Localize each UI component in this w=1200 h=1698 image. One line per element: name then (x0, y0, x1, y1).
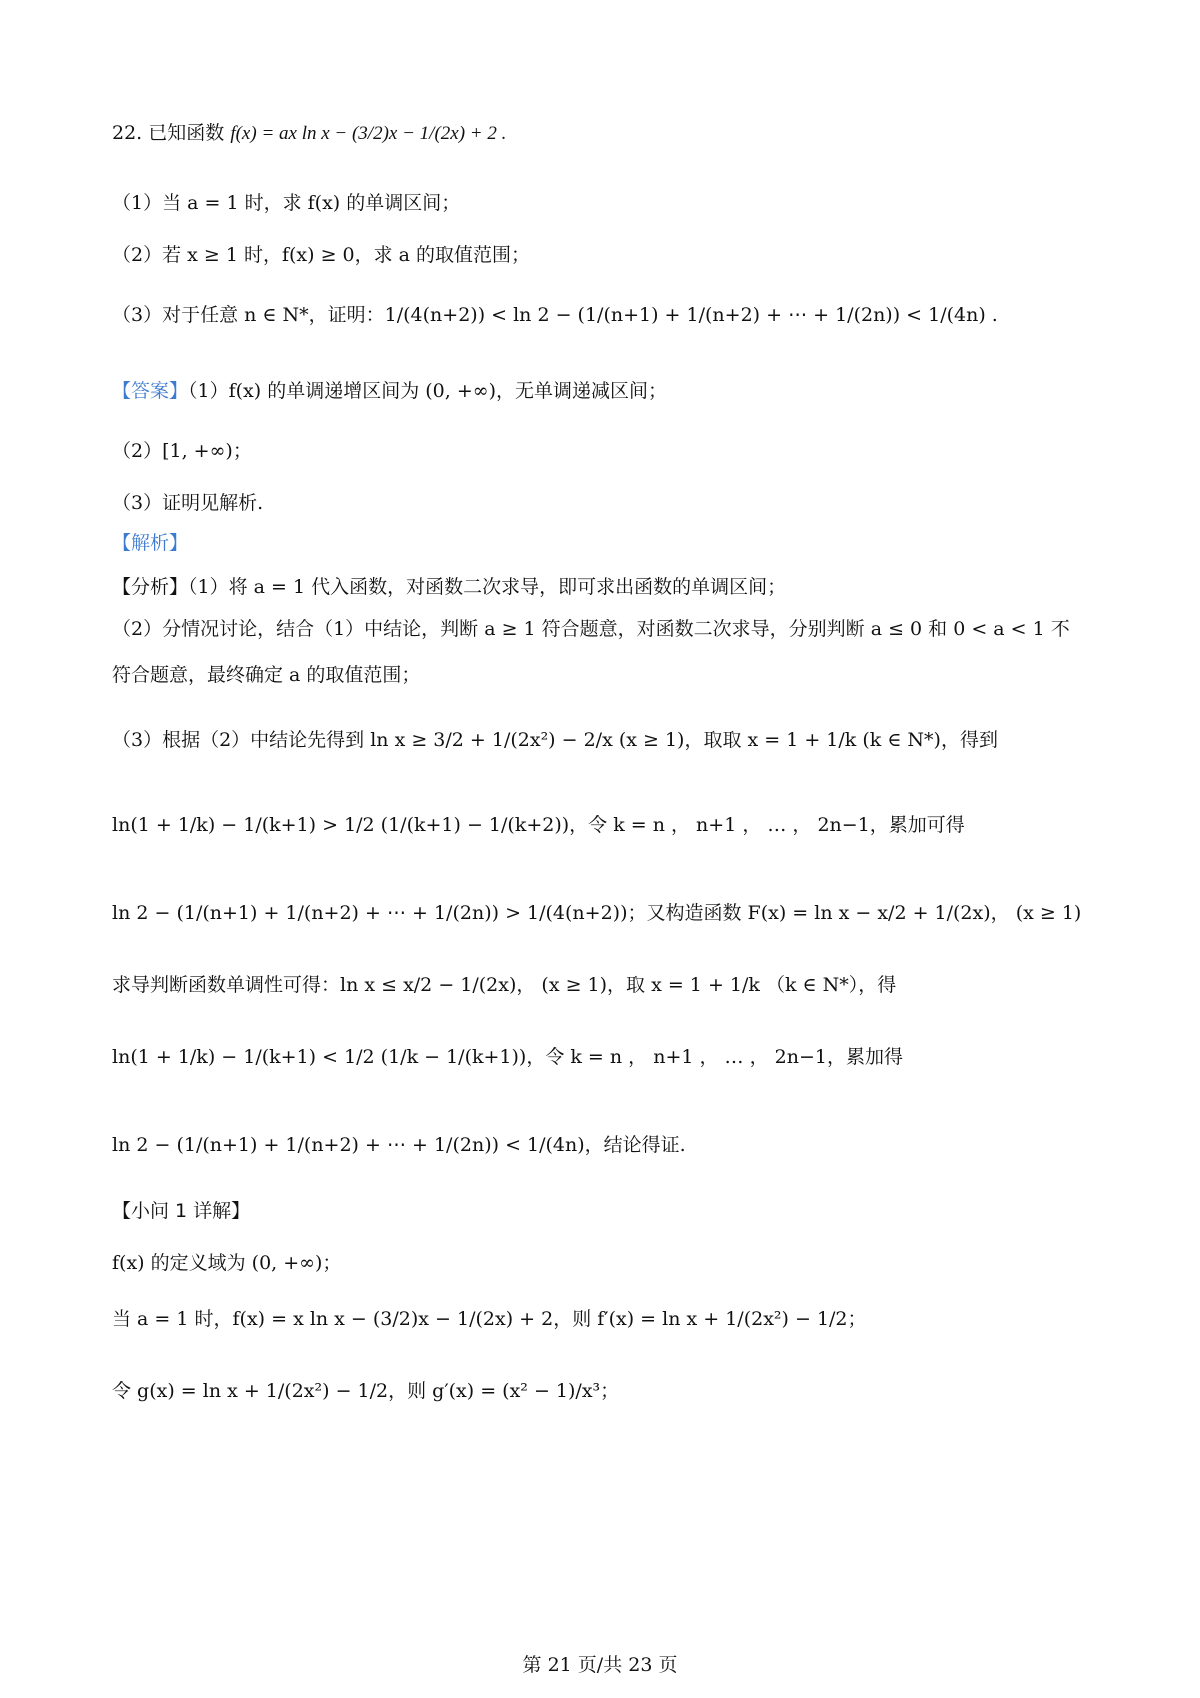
problem-intro: 已知函数 (148, 122, 225, 144)
question-2: （2）若 x ≥ 1 时，f(x) ≥ 0，求 a 的取值范围； (112, 244, 531, 266)
problem-number: 22. (112, 122, 143, 144)
analysis-label: 【解析】 (112, 532, 189, 554)
analysis-p5: ln 2 − (1/(n+1) + 1/(n+2) + ⋯ + 1/(2n)) > 1/(4(n+2))；又构造函数 F(x) = ln x − x/2 + 1/(2x)， (x ≥ 1) (112, 902, 1082, 924)
analysis-p1 (112, 572, 1110, 602)
answer-label: 【答案】 (112, 380, 189, 402)
fenxi-label: 【分析】 (112, 576, 189, 598)
detail-d3: 令 g(x) = ln x + 1/(2x²) − 1/2，则 g′(x) = (x² − 1)/x³； (112, 1380, 620, 1402)
analysis-p1-text: （1）将 a = 1 代入函数，对函数二次求导，即可求出函数的单调区间； (188, 576, 787, 598)
analysis-p3: （3）根据（2）中结论先得到 ln x ≥ 3/2 + 1/(2x²) − 2/x (x ≥ 1)，取取 x = 1 + 1/k (k ∈ N*)，得到 (112, 729, 998, 751)
answer-1 (112, 376, 1110, 406)
analysis-p7: ln(1 + 1/k) − 1/(k+1) < 1/2 (1/k − 1/(k+1))，令 k = n ， n+1 ， … ， 2n−1，累加得 (112, 1046, 903, 1068)
analysis-p4: ln(1 + 1/k) − 1/(k+1) > 1/2 (1/(k+1) − 1/(k+2))，令 k = n ， n+1 ， … ， 2n−1，累加可得 (112, 814, 965, 836)
detail-d2: 当 a = 1 时，f(x) = x ln x − (3/2)x − 1/(2x) + 2，则 f′(x) = ln x + 1/(2x²) − 1/2； (112, 1308, 867, 1330)
question-1: （1）当 a = 1 时，求 f(x) 的单调区间； (112, 192, 461, 214)
question-3: （3）对于任意 n ∈ N*，证明：1/(4(n+2)) < ln 2 − (1/(n+1) + 1/(n+2) + ⋯ + 1/(2n)) < 1/(4n) . (112, 304, 998, 326)
page-footer: 第 21 页/共 23 页 (522, 1654, 678, 1676)
function-definition: f(x) = ax ln x − (3/2)x − 1/(2x) + 2 . (230, 123, 507, 144)
analysis-p6: 求导判断函数单调性可得：ln x ≤ x/2 − 1/(2x)， (x ≥ 1)，取 x = 1 + 1/k （k ∈ N*），得 (112, 974, 897, 996)
answer-1-text: （1）f(x) 的单调递增区间为 (0, +∞)，无单调递减区间； (188, 380, 667, 402)
analysis-p2b: 符合题意，最终确定 a 的取值范围； (112, 664, 421, 686)
analysis-p8: ln 2 − (1/(n+1) + 1/(n+2) + ⋯ + 1/(2n)) < 1/(4n)，结论得证. (112, 1134, 686, 1156)
answer-2: （2）[1, +∞)； (112, 440, 252, 462)
detail-label: 【小问 1 详解】 (112, 1200, 251, 1222)
analysis-p2a: （2）分情况讨论，结合（1）中结论，判断 a ≥ 1 符合题意，对函数二次求导，分别判断 a ≤ 0 和 0 < a < 1 不 (112, 618, 1070, 640)
problem-statement (112, 118, 1110, 149)
detail-d1: f(x) 的定义域为 (0, +∞)； (112, 1252, 342, 1274)
answer-3: （3）证明见解析. (112, 492, 264, 514)
